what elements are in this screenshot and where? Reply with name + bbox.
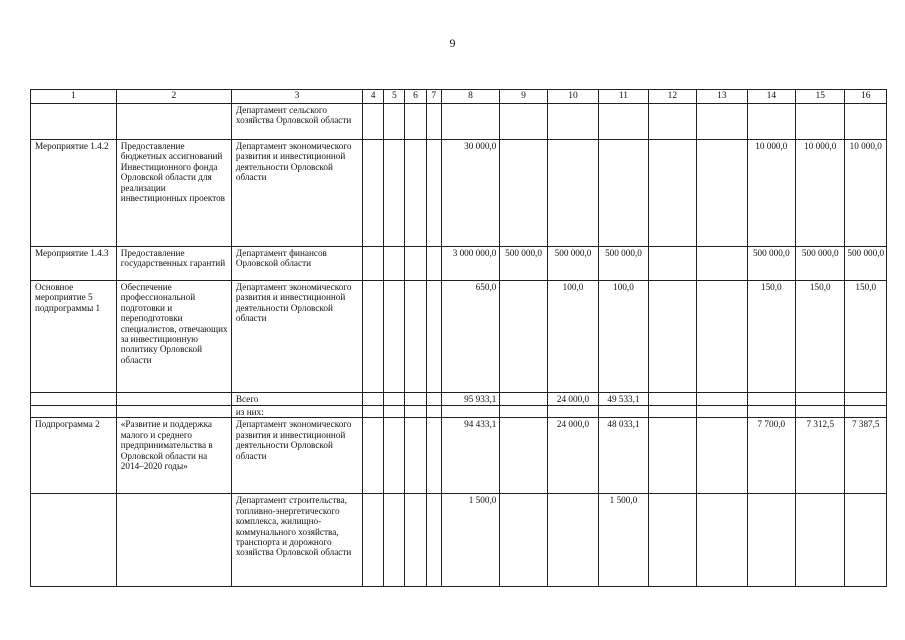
value-cell-12 [648, 104, 696, 140]
value-cell-8: 95 933,1 [441, 393, 500, 406]
description-cell: Предоставление государственных гарантий [116, 247, 231, 281]
executor-cell: Департамент сельского хозяйства Орловской области [231, 104, 362, 140]
empty-cell [426, 247, 441, 281]
table-row [31, 494, 887, 587]
header-cell-16: 16 [845, 90, 887, 104]
value-cell-10 [547, 140, 598, 247]
value-cell-13 [697, 418, 747, 494]
value-cell-9 [500, 406, 547, 418]
empty-cell [405, 393, 426, 406]
value-cell-11 [599, 406, 648, 418]
description-cell [116, 393, 231, 406]
value-cell-15 [796, 393, 845, 406]
description-cell: Предоставление бюджетных ассигнований Инвестиционного фонда Орловской области для реализации инвестиционных проектов [116, 140, 231, 247]
empty-cell [363, 406, 384, 418]
value-cell-9: 500 000,0 [500, 247, 547, 281]
empty-cell [363, 393, 384, 406]
header-cell-10: 10 [547, 90, 598, 104]
value-cell-16: 7 387,5 [845, 418, 887, 494]
description-cell [116, 406, 231, 418]
value-cell-13 [697, 140, 747, 247]
empty-cell [384, 247, 405, 281]
empty-cell [426, 140, 441, 247]
header-cell-11: 11 [599, 90, 648, 104]
value-cell-9 [500, 281, 547, 393]
value-cell-8: 650,0 [441, 281, 500, 393]
value-cell-8 [441, 104, 500, 140]
empty-cell [405, 281, 426, 393]
header-cell-4: 4 [363, 90, 384, 104]
value-cell-12 [648, 247, 696, 281]
value-cell-16 [845, 104, 887, 140]
row-label-cell: Основное мероприятие 5 подпрограммы 1 [31, 281, 117, 393]
value-cell-9 [500, 418, 547, 494]
value-cell-8: 3 000 000,0 [441, 247, 500, 281]
value-cell-15 [796, 104, 845, 140]
value-cell-11: 48 033,1 [599, 418, 648, 494]
empty-cell [384, 104, 405, 140]
header-cell-15: 15 [796, 90, 845, 104]
executor-cell: Департамент строительства, топливно-энергетического комплекса, жилищно-коммунального хозяйства, транспорта и дорожного хозяйства Орловской области [231, 494, 362, 587]
row-label-cell [31, 494, 117, 587]
header-cell-5: 5 [384, 90, 405, 104]
header-row [31, 90, 887, 104]
empty-cell [363, 418, 384, 494]
value-cell-13 [697, 494, 747, 587]
executor-cell: Департамент финансов Орловской области [231, 247, 362, 281]
header-cell-8: 8 [441, 90, 500, 104]
value-cell-10: 24 000,0 [547, 418, 598, 494]
value-cell-13 [697, 281, 747, 393]
row-label-cell [31, 104, 117, 140]
value-cell-10: 100,0 [547, 281, 598, 393]
value-cell-14 [747, 393, 795, 406]
row-label-cell [31, 393, 117, 406]
value-cell-10 [547, 494, 598, 587]
value-cell-11: 49 533,1 [599, 393, 648, 406]
row-label-cell: Подпрограмма 2 [31, 418, 117, 494]
empty-cell [363, 247, 384, 281]
value-cell-12 [648, 140, 696, 247]
value-cell-11 [599, 140, 648, 247]
table-row [31, 418, 887, 494]
value-cell-10: 24 000,0 [547, 393, 598, 406]
header-cell-7: 7 [426, 90, 441, 104]
executor-cell: Департамент экономического развития и инвестиционной деятельности Орловской области [231, 418, 362, 494]
value-cell-11: 100,0 [599, 281, 648, 393]
empty-cell [405, 418, 426, 494]
value-cell-9 [500, 393, 547, 406]
empty-cell [384, 393, 405, 406]
empty-cell [384, 494, 405, 587]
description-cell [116, 494, 231, 587]
value-cell-11: 500 000,0 [599, 247, 648, 281]
table-row [31, 104, 887, 140]
table-row [31, 393, 887, 406]
value-cell-15 [796, 406, 845, 418]
empty-cell [405, 406, 426, 418]
empty-cell [426, 406, 441, 418]
value-cell-12 [648, 393, 696, 406]
value-cell-14 [747, 406, 795, 418]
header-cell-2: 2 [116, 90, 231, 104]
empty-cell [363, 104, 384, 140]
budget-table [30, 89, 887, 587]
value-cell-13 [697, 247, 747, 281]
value-cell-9 [500, 140, 547, 247]
executor-cell: Департамент экономического развития и инвестиционной деятельности Орловской области [231, 140, 362, 247]
executor-cell: Всего [231, 393, 362, 406]
value-cell-11: 1 500,0 [599, 494, 648, 587]
description-cell: «Развитие и поддержка малого и среднего предпринимательства в Орловской области на 2014–2020 годы» [116, 418, 231, 494]
value-cell-15: 7 312,5 [796, 418, 845, 494]
header-cell-12: 12 [648, 90, 696, 104]
value-cell-9 [500, 494, 547, 587]
value-cell-15 [796, 494, 845, 587]
value-cell-16: 150,0 [845, 281, 887, 393]
value-cell-14 [747, 494, 795, 587]
empty-cell [363, 494, 384, 587]
executor-cell: Департамент экономического развития и инвестиционной деятельности Орловской области [231, 281, 362, 393]
value-cell-8 [441, 406, 500, 418]
empty-cell [426, 494, 441, 587]
header-cell-3: 3 [231, 90, 362, 104]
value-cell-14: 500 000,0 [747, 247, 795, 281]
value-cell-8: 30 000,0 [441, 140, 500, 247]
empty-cell [363, 140, 384, 247]
value-cell-12 [648, 406, 696, 418]
value-cell-13 [697, 406, 747, 418]
header-cell-13: 13 [697, 90, 747, 104]
value-cell-14 [747, 104, 795, 140]
value-cell-16: 10 000,0 [845, 140, 887, 247]
header-cell-1: 1 [31, 90, 117, 104]
value-cell-11 [599, 104, 648, 140]
empty-cell [384, 406, 405, 418]
empty-cell [405, 104, 426, 140]
value-cell-14: 150,0 [747, 281, 795, 393]
header-cell-14: 14 [747, 90, 795, 104]
value-cell-16 [845, 494, 887, 587]
description-cell: Обеспечение профессиональной подготовки и переподготовки специалистов, отвечающих за инвестиционную политику Орловской области [116, 281, 231, 393]
empty-cell [384, 140, 405, 247]
value-cell-14: 10 000,0 [747, 140, 795, 247]
value-cell-15: 150,0 [796, 281, 845, 393]
row-label-cell: Мероприятие 1.4.2 [31, 140, 117, 247]
value-cell-14: 7 700,0 [747, 418, 795, 494]
row-label-cell [31, 406, 117, 418]
table-row [31, 140, 887, 247]
empty-cell [384, 418, 405, 494]
table-row [31, 247, 887, 281]
empty-cell [384, 281, 405, 393]
empty-cell [426, 393, 441, 406]
value-cell-16 [845, 406, 887, 418]
value-cell-8: 1 500,0 [441, 494, 500, 587]
value-cell-8: 94 433,1 [441, 418, 500, 494]
value-cell-16: 500 000,0 [845, 247, 887, 281]
value-cell-13 [697, 104, 747, 140]
value-cell-10 [547, 104, 598, 140]
empty-cell [426, 418, 441, 494]
empty-cell [426, 104, 441, 140]
value-cell-10 [547, 406, 598, 418]
value-cell-16 [845, 393, 887, 406]
value-cell-15: 10 000,0 [796, 140, 845, 247]
description-cell [116, 104, 231, 140]
value-cell-15: 500 000,0 [796, 247, 845, 281]
value-cell-12 [648, 494, 696, 587]
empty-cell [405, 247, 426, 281]
row-label-cell: Мероприятие 1.4.3 [31, 247, 117, 281]
table-row [31, 281, 887, 393]
page-number: 9 [449, 36, 456, 50]
empty-cell [363, 281, 384, 393]
value-cell-13 [697, 393, 747, 406]
empty-cell [405, 494, 426, 587]
value-cell-10: 500 000,0 [547, 247, 598, 281]
value-cell-12 [648, 418, 696, 494]
value-cell-12 [648, 281, 696, 393]
header-cell-9: 9 [500, 90, 547, 104]
table-row [31, 406, 887, 418]
header-cell-6: 6 [405, 90, 426, 104]
value-cell-9 [500, 104, 547, 140]
executor-cell: из них: [231, 406, 362, 418]
empty-cell [405, 140, 426, 247]
empty-cell [426, 281, 441, 393]
